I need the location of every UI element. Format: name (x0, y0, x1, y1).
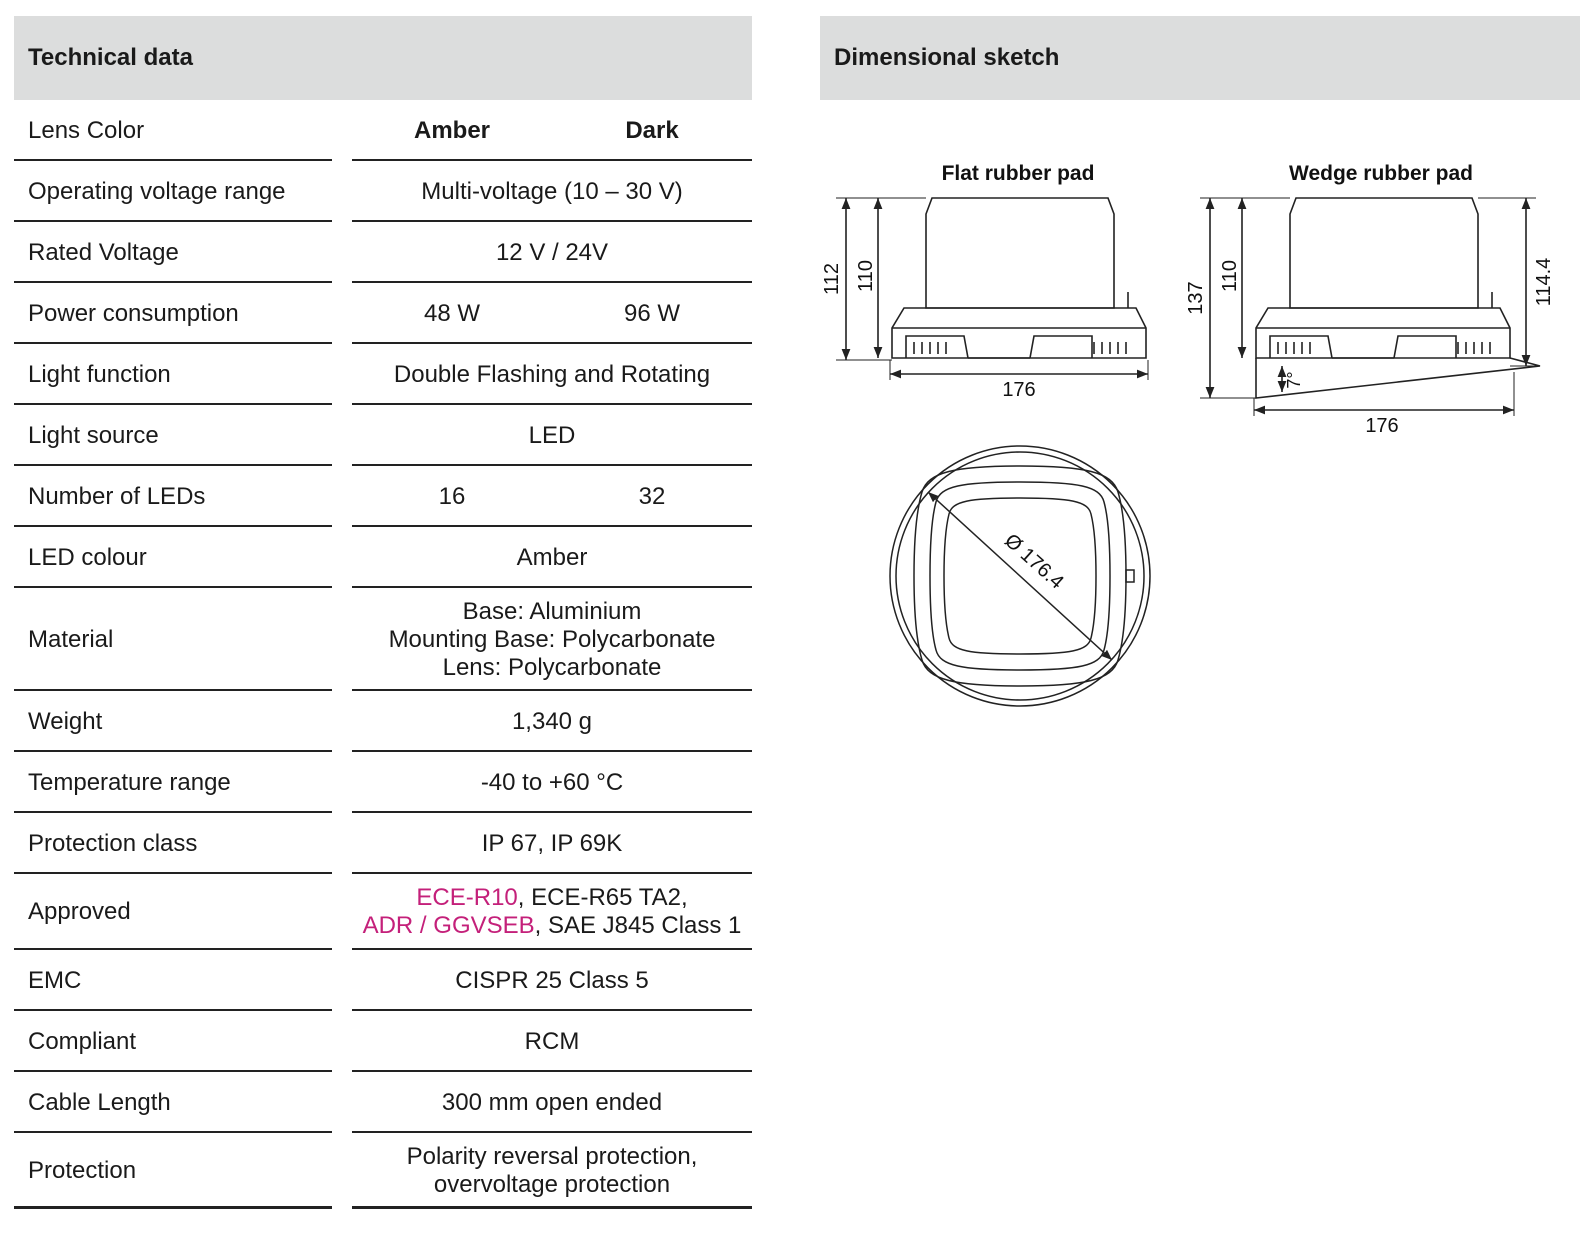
row-label: Light source (28, 421, 159, 449)
row-label: Number of LEDs (28, 482, 206, 510)
technical-data-title: Technical data (28, 44, 193, 71)
row-label: EMC (28, 966, 82, 994)
row-value: 12 V / 24V (495, 238, 609, 266)
flat-base-cutouts (906, 336, 1092, 358)
row-label: Operating voltage range (28, 177, 286, 205)
top-view-drawing (890, 446, 1150, 706)
wedge-dim-total-height: 137 (1185, 281, 1207, 315)
dimensional-sketch-title: Dimensional sketch (834, 44, 1060, 71)
power-amber: 48 W (423, 299, 480, 327)
material-line: Lens: Polycarbonate (442, 653, 662, 681)
row-label: Temperature range (28, 768, 231, 796)
row-label: Material (28, 625, 114, 653)
row-value: 300 mm open ended (441, 1088, 663, 1116)
approval-text: , ECE-R65 TA2, (517, 884, 688, 911)
row-value: RCM (524, 1027, 580, 1055)
flat-dim-total-height: 112 (821, 263, 843, 295)
wedge-dim-angle: 7° (1284, 371, 1304, 389)
row-value: CISPR 25 Class 5 (455, 966, 649, 994)
flat-pad-title: Flat rubber pad (941, 162, 1095, 185)
row-label: Light function (28, 360, 171, 388)
protection-line: overvoltage protection (433, 1171, 671, 1198)
wedge-base-cutouts (1270, 336, 1456, 358)
approval-highlight: ADR / GGVSEB (362, 912, 535, 939)
row-value: 1,340 g (511, 707, 593, 735)
wedge-dim-right-height: 114.4 (1533, 257, 1555, 307)
row-label: Lens Color (28, 116, 145, 144)
row-value: Multi-voltage (10 – 30 V) (421, 177, 683, 205)
diameter-line (928, 492, 1112, 660)
row-value: IP 67, IP 69K (481, 829, 623, 857)
row-label: Protection class (28, 829, 198, 857)
material-line: Mounting Base: Polycarbonate (388, 625, 716, 653)
lens-color-amber: Amber (413, 116, 491, 144)
flat-rubber-pad-drawing (836, 162, 1148, 380)
power-dark: 96 W (623, 299, 680, 327)
row-value: Amber (516, 543, 588, 571)
flat-dome (926, 198, 1114, 308)
row-label: Approved (28, 898, 131, 925)
wedge-dome (1290, 198, 1478, 308)
wedge-dim-width: 176 (1365, 415, 1399, 437)
row-label: LED colour (28, 543, 147, 571)
material-line: Base: Aluminium (462, 597, 642, 625)
approval-highlight: ECE-R10 (416, 884, 518, 911)
protection-line: Polarity reversal protection, (406, 1143, 698, 1170)
flat-base-ribs (914, 342, 1126, 354)
flat-dim-width: 176 (1002, 379, 1036, 401)
leds-dark: 32 (638, 482, 666, 510)
top-view-tab (1126, 570, 1134, 582)
row-value: -40 to +60 °C (480, 768, 624, 796)
lens-color-dark: Dark (625, 116, 679, 144)
row-label: Cable Length (28, 1088, 171, 1116)
row-value: Double Flashing and Rotating (393, 360, 711, 388)
row-value: LED (528, 421, 576, 449)
row-label: Weight (28, 707, 103, 735)
row-label: Power consumption (28, 299, 239, 327)
flat-dim-body-height: 110 (855, 260, 877, 292)
wedge-pad-title: Wedge rubber pad (1289, 162, 1473, 185)
row-label: Compliant (28, 1027, 137, 1055)
top-dim-diameter: Ø 176.4 (1000, 529, 1068, 594)
row-label: Rated Voltage (28, 238, 179, 266)
leds-amber: 16 (438, 482, 466, 510)
wedge-rubber-pad-drawing (1200, 162, 1540, 416)
approval-text: , SAE J845 Class 1 (534, 912, 742, 939)
wedge-base-ribs (1278, 342, 1490, 354)
row-label: Protection (28, 1157, 137, 1184)
wedge-dim-body-height: 110 (1219, 260, 1241, 292)
